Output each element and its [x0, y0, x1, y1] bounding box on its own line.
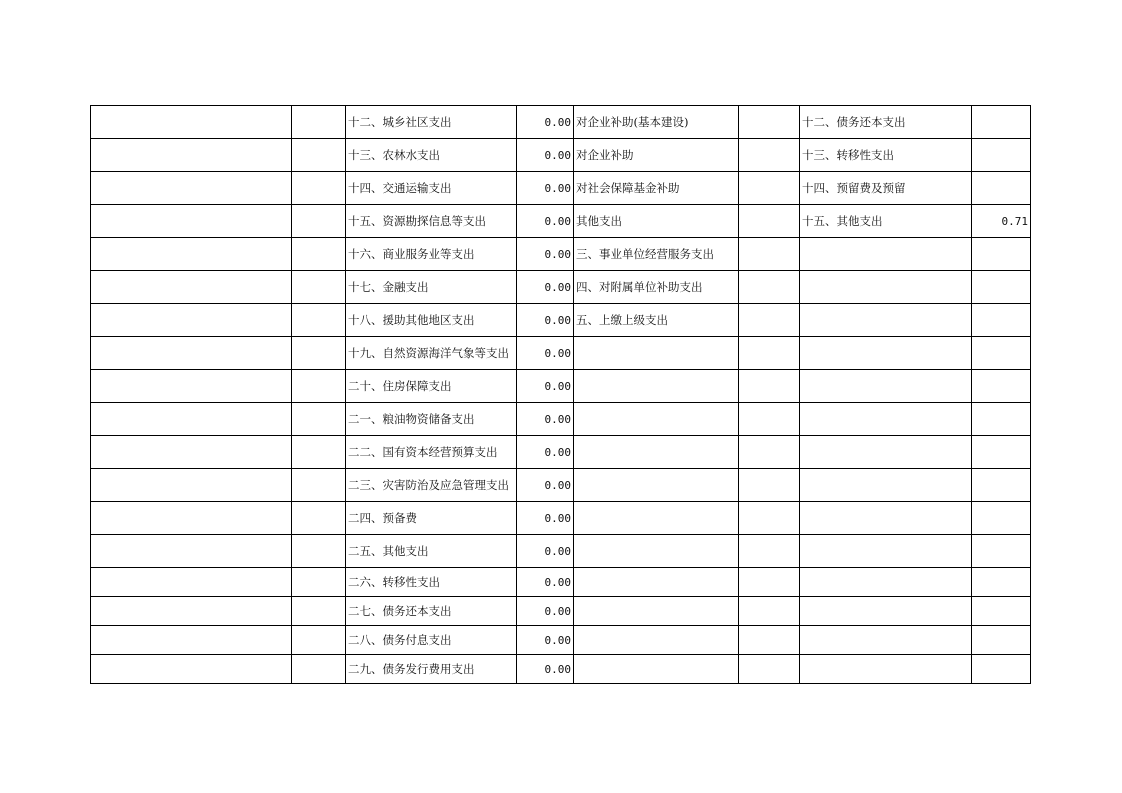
- table-row: [91, 436, 1031, 469]
- expenditure-category-amount: [972, 370, 1031, 403]
- expenditure-economic-label: [574, 436, 739, 469]
- revenue-item-cell: [91, 597, 292, 626]
- expenditure-economic-amount: [739, 626, 800, 655]
- expenditure-category-label: 十二、债务还本支出: [800, 106, 972, 139]
- revenue-amount-cell: [292, 436, 346, 469]
- revenue-amount-cell: [292, 304, 346, 337]
- revenue-item-cell: [91, 139, 292, 172]
- revenue-item-cell: [91, 535, 292, 568]
- revenue-item-cell: [91, 337, 292, 370]
- revenue-amount-cell: [292, 238, 346, 271]
- revenue-amount-cell: [292, 172, 346, 205]
- expenditure-function-amount: 0.00: [517, 597, 574, 626]
- expenditure-function-amount: 0.00: [517, 172, 574, 205]
- expenditure-category-amount: [972, 238, 1031, 271]
- expenditure-economic-label: 其他支出: [574, 205, 739, 238]
- expenditure-economic-amount: [739, 238, 800, 271]
- expenditure-function-label: 二九、债务发行费用支出: [346, 655, 517, 684]
- expenditure-economic-label: [574, 597, 739, 626]
- table-row: [91, 106, 1031, 139]
- table-row: [91, 205, 1031, 238]
- expenditure-economic-label: [574, 502, 739, 535]
- expenditure-function-amount: 0.00: [517, 337, 574, 370]
- expenditure-function-label: 二八、债务付息支出: [346, 626, 517, 655]
- expenditure-category-label: [800, 337, 972, 370]
- expenditure-function-label: 二十、住房保障支出: [346, 370, 517, 403]
- expenditure-economic-amount: [739, 436, 800, 469]
- table-row: [91, 370, 1031, 403]
- table-row: [91, 502, 1031, 535]
- expenditure-function-amount: 0.00: [517, 655, 574, 684]
- revenue-item-cell: [91, 271, 292, 304]
- table-row: [91, 271, 1031, 304]
- revenue-amount-cell: [292, 271, 346, 304]
- budget-expenditure-table: [90, 105, 1031, 684]
- table-row: [91, 238, 1031, 271]
- expenditure-category-amount: [972, 304, 1031, 337]
- expenditure-category-label: [800, 597, 972, 626]
- table-row: [91, 597, 1031, 626]
- expenditure-category-label: [800, 568, 972, 597]
- expenditure-economic-amount: [739, 655, 800, 684]
- table-row: [91, 655, 1031, 684]
- table-row: [91, 568, 1031, 597]
- expenditure-category-label: [800, 502, 972, 535]
- expenditure-economic-amount: [739, 337, 800, 370]
- expenditure-category-amount: [972, 172, 1031, 205]
- revenue-item-cell: [91, 626, 292, 655]
- expenditure-economic-amount: [739, 535, 800, 568]
- expenditure-economic-label: [574, 535, 739, 568]
- expenditure-economic-label: [574, 370, 739, 403]
- revenue-item-cell: [91, 304, 292, 337]
- expenditure-category-label: [800, 655, 972, 684]
- expenditure-category-amount: [972, 403, 1031, 436]
- expenditure-category-amount: 0.71: [972, 205, 1031, 238]
- expenditure-economic-amount: [739, 597, 800, 626]
- expenditure-economic-amount: [739, 271, 800, 304]
- expenditure-category-label: [800, 238, 972, 271]
- expenditure-economic-label: [574, 337, 739, 370]
- expenditure-function-label: 二二、国有资本经营预算支出: [346, 436, 517, 469]
- expenditure-category-amount: [972, 436, 1031, 469]
- revenue-amount-cell: [292, 502, 346, 535]
- revenue-item-cell: [91, 469, 292, 502]
- revenue-amount-cell: [292, 403, 346, 436]
- table-row: [91, 469, 1031, 502]
- revenue-amount-cell: [292, 568, 346, 597]
- expenditure-function-amount: 0.00: [517, 271, 574, 304]
- expenditure-function-amount: 0.00: [517, 205, 574, 238]
- revenue-amount-cell: [292, 337, 346, 370]
- table-row: [91, 139, 1031, 172]
- expenditure-economic-label: 对企业补助: [574, 139, 739, 172]
- expenditure-category-amount: [972, 139, 1031, 172]
- revenue-item-cell: [91, 436, 292, 469]
- expenditure-function-label: 十八、援助其他地区支出: [346, 304, 517, 337]
- revenue-item-cell: [91, 172, 292, 205]
- expenditure-function-label: 二一、粮油物资储备支出: [346, 403, 517, 436]
- table-row: [91, 172, 1031, 205]
- expenditure-category-label: [800, 403, 972, 436]
- revenue-amount-cell: [292, 597, 346, 626]
- expenditure-category-amount: [972, 535, 1031, 568]
- table-row: [91, 304, 1031, 337]
- expenditure-category-amount: [972, 568, 1031, 597]
- expenditure-category-amount: [972, 337, 1031, 370]
- table-row: [91, 626, 1031, 655]
- expenditure-category-amount: [972, 626, 1031, 655]
- expenditure-function-label: 十五、资源勘探信息等支出: [346, 205, 517, 238]
- revenue-item-cell: [91, 502, 292, 535]
- revenue-amount-cell: [292, 655, 346, 684]
- expenditure-economic-amount: [739, 106, 800, 139]
- expenditure-function-label: 二七、债务还本支出: [346, 597, 517, 626]
- revenue-amount-cell: [292, 535, 346, 568]
- expenditure-function-label: 十六、商业服务业等支出: [346, 238, 517, 271]
- expenditure-function-amount: 0.00: [517, 568, 574, 597]
- revenue-amount-cell: [292, 626, 346, 655]
- expenditure-function-amount: 0.00: [517, 436, 574, 469]
- expenditure-category-amount: [972, 106, 1031, 139]
- revenue-item-cell: [91, 655, 292, 684]
- expenditure-economic-label: [574, 655, 739, 684]
- table-body: [91, 106, 1031, 684]
- expenditure-economic-label: 五、上缴上级支出: [574, 304, 739, 337]
- expenditure-economic-amount: [739, 502, 800, 535]
- expenditure-function-label: 十四、交通运输支出: [346, 172, 517, 205]
- expenditure-economic-amount: [739, 403, 800, 436]
- expenditure-function-label: 十九、自然资源海洋气象等支出: [346, 337, 517, 370]
- table-row: [91, 535, 1031, 568]
- revenue-item-cell: [91, 370, 292, 403]
- expenditure-economic-label: [574, 626, 739, 655]
- revenue-amount-cell: [292, 139, 346, 172]
- expenditure-category-label: [800, 304, 972, 337]
- expenditure-function-amount: 0.00: [517, 626, 574, 655]
- expenditure-function-amount: 0.00: [517, 238, 574, 271]
- expenditure-function-amount: 0.00: [517, 535, 574, 568]
- expenditure-category-label: [800, 626, 972, 655]
- expenditure-category-amount: [972, 271, 1031, 304]
- expenditure-category-label: [800, 469, 972, 502]
- revenue-amount-cell: [292, 205, 346, 238]
- expenditure-economic-label: 四、对附属单位补助支出: [574, 271, 739, 304]
- expenditure-function-label: 十七、金融支出: [346, 271, 517, 304]
- expenditure-economic-label: [574, 403, 739, 436]
- revenue-item-cell: [91, 106, 292, 139]
- expenditure-category-label: [800, 535, 972, 568]
- expenditure-category-amount: [972, 502, 1031, 535]
- expenditure-category-label: [800, 271, 972, 304]
- expenditure-function-amount: 0.00: [517, 304, 574, 337]
- expenditure-category-amount: [972, 597, 1031, 626]
- expenditure-function-label: 十三、农林水支出: [346, 139, 517, 172]
- expenditure-category-amount: [972, 655, 1031, 684]
- table-row: [91, 337, 1031, 370]
- expenditure-function-label: 二六、转移性支出: [346, 568, 517, 597]
- revenue-amount-cell: [292, 469, 346, 502]
- revenue-item-cell: [91, 403, 292, 436]
- expenditure-function-amount: 0.00: [517, 106, 574, 139]
- expenditure-economic-amount: [739, 304, 800, 337]
- expenditure-category-label: 十三、转移性支出: [800, 139, 972, 172]
- expenditure-function-amount: 0.00: [517, 139, 574, 172]
- expenditure-function-amount: 0.00: [517, 403, 574, 436]
- expenditure-category-label: [800, 436, 972, 469]
- expenditure-function-amount: 0.00: [517, 370, 574, 403]
- expenditure-economic-amount: [739, 568, 800, 597]
- expenditure-function-label: 二五、其他支出: [346, 535, 517, 568]
- expenditure-economic-amount: [739, 172, 800, 205]
- expenditure-economic-label: 对社会保障基金补助: [574, 172, 739, 205]
- expenditure-economic-amount: [739, 205, 800, 238]
- revenue-amount-cell: [292, 370, 346, 403]
- expenditure-category-label: 十四、预留费及预留: [800, 172, 972, 205]
- revenue-item-cell: [91, 568, 292, 597]
- expenditure-economic-amount: [739, 370, 800, 403]
- expenditure-economic-label: 三、事业单位经营服务支出: [574, 238, 739, 271]
- expenditure-economic-label: [574, 469, 739, 502]
- expenditure-function-amount: 0.00: [517, 502, 574, 535]
- expenditure-function-label: 二三、灾害防治及应急管理支出: [346, 469, 517, 502]
- expenditure-function-label: 十二、城乡社区支出: [346, 106, 517, 139]
- expenditure-economic-amount: [739, 469, 800, 502]
- expenditure-economic-label: [574, 568, 739, 597]
- expenditure-category-label: [800, 370, 972, 403]
- table-row: [91, 403, 1031, 436]
- expenditure-category-label: 十五、其他支出: [800, 205, 972, 238]
- expenditure-function-label: 二四、预备费: [346, 502, 517, 535]
- revenue-amount-cell: [292, 106, 346, 139]
- expenditure-economic-amount: [739, 139, 800, 172]
- revenue-item-cell: [91, 238, 292, 271]
- expenditure-economic-label: 对企业补助(基本建设): [574, 106, 739, 139]
- expenditure-function-amount: 0.00: [517, 469, 574, 502]
- revenue-item-cell: [91, 205, 292, 238]
- expenditure-category-amount: [972, 469, 1031, 502]
